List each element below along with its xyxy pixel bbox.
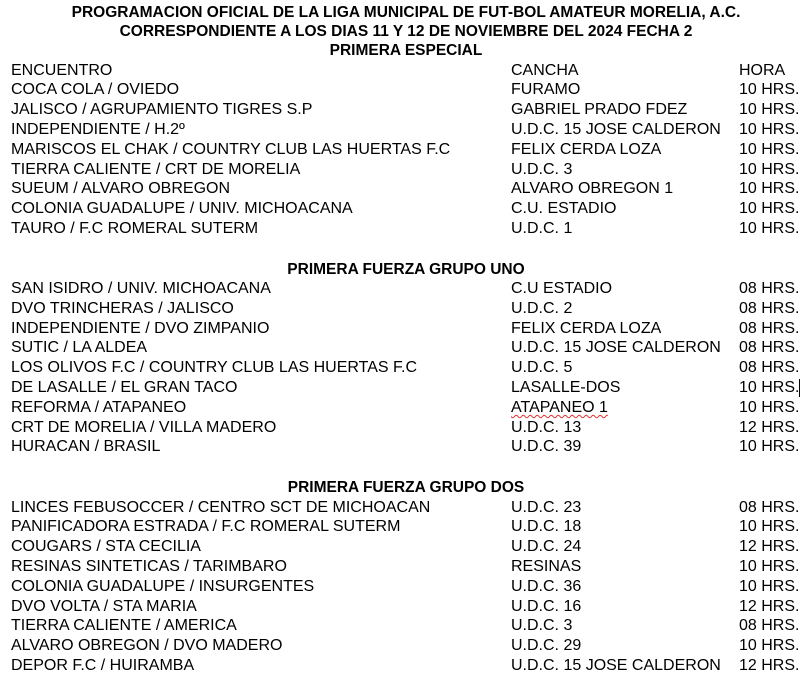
time-cell: 08 HRS. [739,280,800,297]
time-cell: 08 HRS. [739,359,800,377]
table-row [0,358,812,378]
table-row [0,636,812,656]
table-row [0,219,812,239]
table-row [0,199,812,219]
table-row [0,120,812,140]
table-row [0,498,812,518]
time-cell: 10 HRS. [739,120,800,138]
field-cell: U.D.C. 3 [511,160,573,178]
document-title-line-2: CORRESPONDIENTE A LOS DIAS 11 Y 12 DE NOVIEMBRE DEL 2024 FECHA 2 [119,23,693,40]
field-cell: FELIX CERDA LOZA [511,319,662,337]
time-cell: 12 HRS. [739,538,800,556]
time-cell: 10 HRS. [739,160,800,178]
table-row [0,80,812,100]
time-cell: 10 HRS. [739,81,800,99]
time-cell: 10 HRS. [739,101,800,119]
time-cell: 10 HRS. [739,438,800,456]
match-cell: LINCES FEBUSOCCER / CENTRO SCT DE MICHOACAN [11,498,431,516]
field-cell: C.U. ESTADIO [511,200,617,218]
table-row [0,319,812,339]
field-cell: U.D.C. 29 [511,637,582,655]
match-cell: TIERRA CALIENTE / AMERICA [11,617,237,635]
table-row [0,537,812,557]
match-cell: INDEPENDIENTE / DVO ZIMPANIO [11,319,270,337]
time-cell: 08 HRS. [739,498,800,516]
section-title-primera-fuerza-grupo-dos: PRIMERA FUERZA GRUPO DOS [287,479,525,496]
column-header-hora: HORA [739,61,786,79]
table-row [0,656,812,673]
table-row [0,160,812,180]
time-cell: 10 HRS. [739,577,800,595]
match-cell: CRT DE MORELIA / VILLA MADERO [11,418,277,436]
field-cell: FELIX CERDA LOZA [511,140,662,158]
time-cell: 08 HRS. [739,299,800,317]
match-cell: MARISCOS EL CHAK / COUNTRY CLUB LAS HUERTAS F.C [11,140,451,158]
table-row [0,378,812,398]
time-cell: 12 HRS. [739,656,800,674]
time-cell: 08 HRS. [739,339,800,357]
time-cell: 12 HRS. [739,597,800,615]
table-row [0,140,812,160]
field-cell: U.D.C. 16 [511,597,582,615]
match-cell: DE LASALLE / EL GRAN TACO [11,379,238,396]
field-cell: U.D.C. 15 JOSE CALDERON [511,656,721,674]
time-cell: 10 HRS. [739,398,800,416]
text-cursor [799,379,800,397]
table-row [0,299,812,319]
field-cell: U.D.C. 1 [511,219,573,237]
document-title-line-1: PROGRAMACION OFICIAL DE LA LIGA MUNICIPAL DE FUT-BOL AMATEUR MORELIA, A.C. [71,4,741,21]
table-row [0,437,812,457]
field-cell: GABRIEL PRADO FDEZ [511,101,688,119]
match-cell: TIERRA CALIENTE / CRT DE MORELIA [11,160,301,178]
match-cell: SUEUM / ALVARO OBREGON [11,180,231,198]
field-cell: U.D.C. 23 [511,498,582,516]
match-cell: COLONIA GUADALUPE / UNIV. MICHOACANA [11,200,353,218]
table-row [0,616,812,636]
match-cell: PANIFICADORA ESTRADA / F.C ROMERAL SUTERM [11,518,401,536]
time-cell: 10 HRS. [739,379,800,396]
table-row [0,517,812,537]
field-cell: LASALLE-DOS [511,379,621,396]
match-cell: HURACAN / BRASIL [11,438,161,456]
field-cell: U.D.C. 5 [511,359,573,377]
field-cell: U.D.C. 36 [511,577,582,595]
match-cell: REFORMA / ATAPANEO [11,398,187,416]
table-row [0,577,812,597]
field-cell: FURAMO [511,81,581,99]
field-cell: ATAPANEO 1 [511,398,608,416]
section-title-primera-especial: PRIMERA ESPECIAL [329,42,483,59]
match-cell: INDEPENDIENTE / H.2º [11,120,185,138]
field-cell: U.D.C. 13 [511,418,582,436]
field-cell: U.D.C. 39 [511,438,582,456]
field-cell: U.D.C. 24 [511,538,582,556]
table-row [0,338,812,358]
column-header-cancha: CANCHA [511,61,579,79]
time-cell: 10 HRS. [739,140,800,158]
field-cell: ALVARO OBREGON 1 [511,180,674,198]
time-cell: 10 HRS. [739,180,800,198]
time-cell: 10 HRS. [739,557,800,575]
time-cell: 10 HRS. [739,518,800,536]
match-cell: COCA COLA / OVIEDO [11,81,180,99]
table-row [0,557,812,577]
time-cell: 10 HRS. [739,200,800,218]
column-header-encuentro: ENCUENTRO [11,61,113,79]
match-cell: ALVARO OBREGON / DVO MADERO [11,637,283,655]
field-cell: RESINAS [511,557,582,575]
table-row [0,597,812,617]
match-cell: SAN ISIDRO / UNIV. MICHOACANA [11,280,271,297]
match-cell: DVO VOLTA / STA MARIA [11,597,197,615]
table-row [0,179,812,199]
field-cell: U.D.C. 18 [511,518,582,536]
match-cell: COLONIA GUADALUPE / INSURGENTES [11,577,315,595]
match-cell: DEPOR F.C / HUIRAMBA [11,656,195,674]
time-cell: 10 HRS. [739,637,800,655]
field-cell: C.U ESTADIO [511,280,613,297]
field-cell: U.D.C. 3 [511,617,573,635]
field-cell: U.D.C. 15 JOSE CALDERON [511,339,721,357]
match-cell: LOS OLIVOS F.C / COUNTRY CLUB LAS HUERTAS F.C [11,359,418,377]
table-row [0,100,812,120]
field-cell: U.D.C. 15 JOSE CALDERON [511,120,721,138]
table-row [0,279,812,299]
time-cell: 08 HRS. [739,617,800,635]
match-cell: DVO TRINCHERAS / JALISCO [11,299,234,317]
table-row [0,398,812,418]
match-cell: COUGARS / STA CECILIA [11,538,201,556]
match-cell: JALISCO / AGRUPAMIENTO TIGRES S.P [11,101,313,119]
time-cell: 08 HRS. [739,319,800,337]
section-title-primera-fuerza-grupo-uno: PRIMERA FUERZA GRUPO UNO [287,260,525,278]
column-header-row [0,61,812,81]
table-row [0,418,812,438]
time-cell: 10 HRS. [739,219,800,237]
match-cell: SUTIC / LA ALDEA [11,339,148,357]
match-cell: RESINAS SINTETICAS / TARIMBARO [11,557,287,575]
field-cell: U.D.C. 2 [511,299,573,317]
time-cell: 12 HRS. [739,418,800,436]
match-cell: TAURO / F.C ROMERAL SUTERM [11,219,259,237]
